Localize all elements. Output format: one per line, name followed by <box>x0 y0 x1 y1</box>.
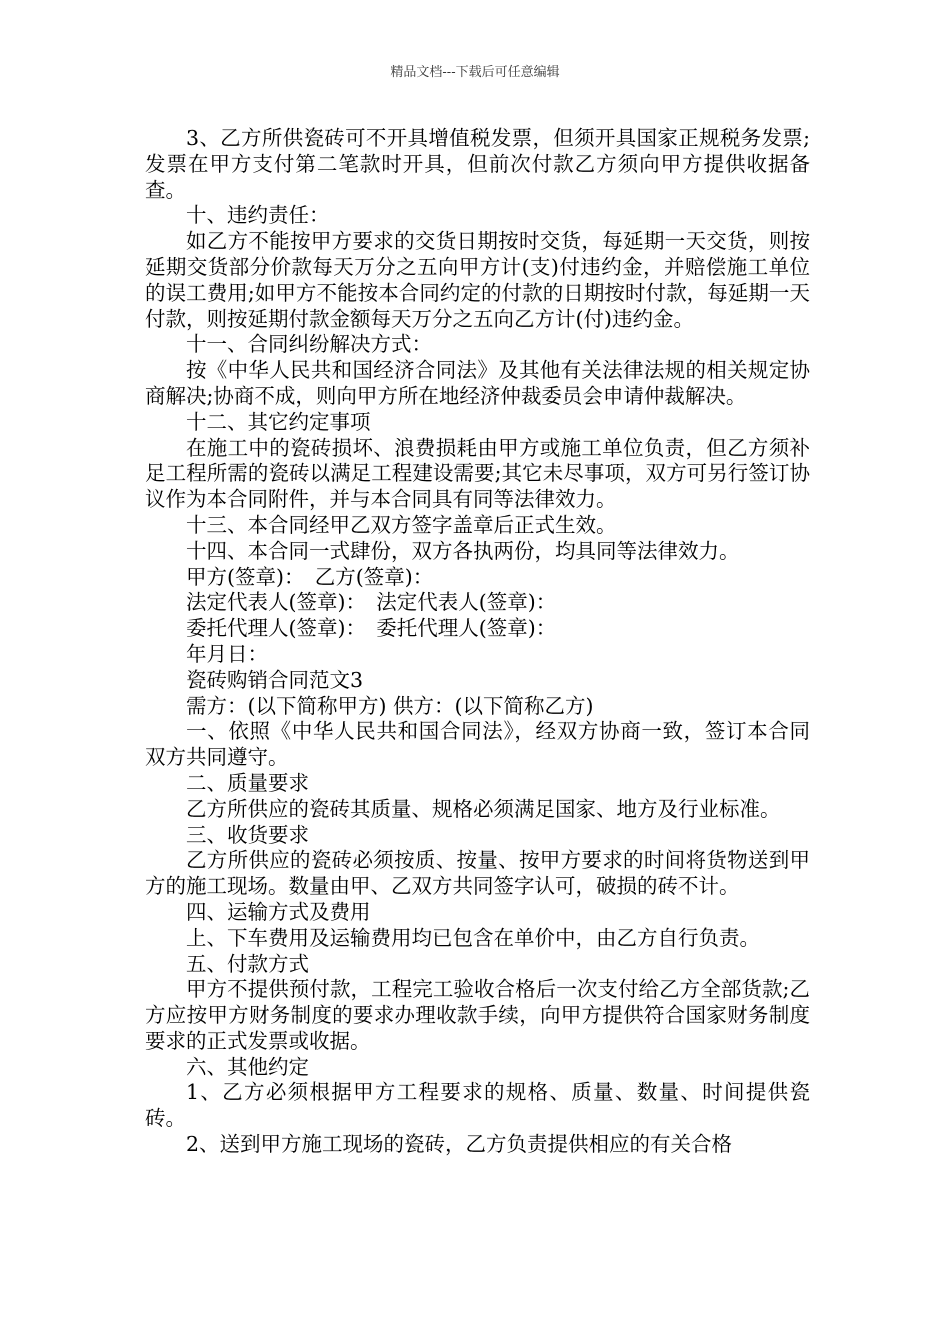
contract-title: 瓷砖购销合同范文3 <box>186 667 364 692</box>
paragraph-transport: 上、下车费用及运输费用均已包含在单价中，由乙方自行负责。 <box>186 925 760 950</box>
paragraph-quality: 乙方所供应的瓷砖其质量、规格必须满足国家、地方及行业标准。 <box>186 796 781 821</box>
paragraph-basis: 一、依照《中华人民共和国合同法》，经双方协商一致，签订本合同双方共同遵守。 <box>145 719 810 770</box>
signature-date-line: 年月日： <box>186 641 268 666</box>
section-heading-transport: 四、运输方式及费用 <box>186 899 371 924</box>
document-body <box>145 126 810 1158</box>
paragraph-copies-clause: 十四、本合同一式肆份，双方各执两份，均具同等法律效力。 <box>186 538 740 563</box>
signature-agent-line: 委托代理人(签章)： 委托代理人(签章)： <box>186 616 557 641</box>
paragraph-breach-liability: 如乙方不能按甲方要求的交货日期按时交货，每延期一天交货，则按延期交货部分价款每天万分之五向甲方计(支)付违约金，并赔偿施工单位的误工费用;如甲方不能按本合同约定的付款的日期按时付款，每延期一天付款，则按延期付款金额每天万分之五向乙方计(付)违约金。 <box>145 229 810 331</box>
paragraph-dispute-resolution: 按《中华人民共和国经济合同法》及其他有关法律法规的相关规定协商解决;协商不成，则向甲方所在地经济仲裁委员会申请仲裁解决。 <box>145 358 810 408</box>
section-heading-other-agreements: 六、其他约定 <box>186 1054 309 1079</box>
paragraph-other-agreement-2: 2、送到甲方施工现场的瓷砖，乙方负责提供相应的有关合格 <box>186 1132 733 1157</box>
paragraph-other-agreement-1: 1、乙方必须根据甲方工程要求的规格、质量、数量、时间提供瓷砖。 <box>145 1080 810 1131</box>
page-header: 精品文档---下载后可任意编辑 <box>390 65 560 80</box>
paragraph-receiving: 乙方所供应的瓷砖必须按质、按量、按甲方要求的时间将货物送到甲方的施工现场。数量由甲、乙双方共同签字认可，破损的砖不计。 <box>145 848 810 899</box>
section-heading-payment: 五、付款方式 <box>186 951 309 976</box>
parties-line: 需方：(以下简称甲方) 供方：(以下简称乙方) <box>186 693 594 718</box>
section-heading-dispute: 十一、合同纠纷解决方式： <box>186 332 432 357</box>
section-heading-receiving: 三、收货要求 <box>186 822 309 847</box>
section-heading-quality: 二、质量要求 <box>186 770 309 795</box>
section-heading-breach: 十、违约责任： <box>186 203 330 228</box>
paragraph-invoice-clause: 3、乙方所供瓷砖可不开具增值税发票，但须开具国家正规税务发票;发票在甲方支付第二笔款时开具，但前次付款乙方须向甲方提供收据备查。 <box>145 126 810 202</box>
signature-party-line: 甲方(签章)： 乙方(签章)： <box>186 564 434 589</box>
paragraph-payment: 甲方不提供预付款，工程完工验收合格后一次支付给乙方全部货款;乙方应按甲方财务制度的要求办理收款手续，向甲方提供符合国家财务制度要求的正式发票或收据。 <box>145 977 810 1053</box>
signature-legal-rep-line: 法定代表人(签章)： 法定代表人(签章)： <box>186 590 557 615</box>
paragraph-effective-clause: 十三、本合同经甲乙双方签字盖章后正式生效。 <box>186 512 617 537</box>
section-heading-other-matters: 十二、其它约定事项 <box>186 409 371 434</box>
paragraph-other-matters: 在施工中的瓷砖损坏、浪费损耗由甲方或施工单位负责，但乙方须补足工程所需的瓷砖以满足工程建设需要;其它未尽事项，双方可另行签订协议作为本合同附件，并与本合同具有同等法律效力。 <box>145 435 810 512</box>
